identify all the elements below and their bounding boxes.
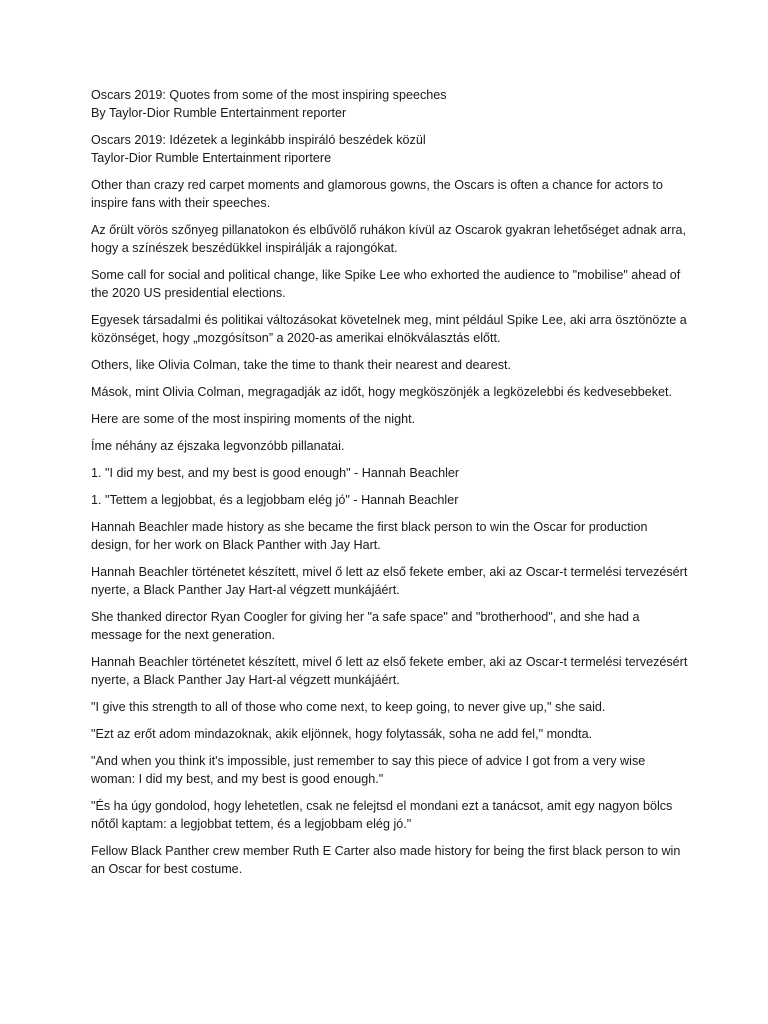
paragraph: She thanked director Ryan Coogler for giving her "a safe space" and "brotherhood", and she had a message for the next generation. — [91, 610, 640, 642]
paragraph: Others, like Olivia Colman, take the time to thank their nearest and dearest. — [91, 358, 511, 372]
paragraph: "I give this strength to all of those who come next, to keep going, to never give up," she said. — [91, 700, 606, 714]
english-header — [91, 86, 691, 122]
paragraph: Hannah Beachler made history as she became the first black person to win the Oscar for production design, for her work on Black Panther with Jay Hart. — [91, 520, 648, 552]
english-title: Oscars 2019: Quotes from some of the most inspiring speeches — [91, 88, 447, 102]
paragraph: Az őrült vörös szőnyeg pillanatokon és elbűvölő ruhákon kívül az Oscarok gyakran lehetőséget adnak arra, hogy a színészek beszédükkel inspirálják a rajongókat. — [91, 223, 687, 255]
hungarian-title: Oscars 2019: Idézetek a leginkább inspiráló beszédek közül — [91, 133, 426, 147]
paragraph: "Ezt az erőt adom mindazoknak, akik eljönnek, hogy folytassák, soha ne add fel," mondta. — [91, 727, 593, 741]
paragraph: Other than crazy red carpet moments and glamorous gowns, the Oscars is often a chance for actors to inspire fans with their speeches. — [91, 178, 663, 210]
paragraph: Egyesek társadalmi és politikai változásokat követelnek meg, mint például Spike Lee, aki arra ösztönözte a közönséget, hogy „mozgósítson” a 2020-as amerikai elnökválasztás előtt. — [91, 313, 687, 345]
paragraph: Hannah Beachler történetet készített, mivel ő lett az első fekete ember, aki az Oscar-t termelési tervezésért nyerte, a Black Panther Jay Hart-al végzett munkájáért. — [91, 655, 688, 687]
paragraph: Hannah Beachler történetet készített, mivel ő lett az első fekete ember, aki az Oscar-t termelési tervezésért nyerte, a Black Panther Jay Hart-al végzett munkájáért. — [91, 565, 688, 597]
document-page — [91, 86, 691, 887]
quote-heading: 1. "Tettem a legjobbat, és a legjobbam elég jó" - Hannah Beachler — [91, 493, 459, 507]
paragraph: Íme néhány az éjszaka legvonzóbb pillanatai. — [91, 439, 345, 453]
paragraph: Some call for social and political change, like Spike Lee who exhorted the audience to "mobilise" ahead of the 2020 US presidential elections. — [91, 268, 681, 300]
hungarian-byline: Taylor-Dior Rumble Entertainment riportere — [91, 151, 332, 165]
paragraph: Fellow Black Panther crew member Ruth E Carter also made history for being the first black person to win an Oscar for best costume. — [91, 844, 681, 876]
paragraph: "And when you think it's impossible, just remember to say this piece of advice I got from a very wise woman: I did my best, and my best is good enough." — [91, 754, 646, 786]
hungarian-header — [91, 131, 691, 167]
paragraph: Mások, mint Olivia Colman, megragadják az időt, hogy megköszönjék a legközelebbi és kedvesebbeket. — [91, 385, 673, 399]
paragraph: "És ha úgy gondolod, hogy lehetetlen, csak ne felejtsd el mondani ezt a tanácsot, amit egy nagyon bölcs nőtől kaptam: a legjobbat tettem, és a legjobbam elég jó." — [91, 799, 673, 831]
paragraph: Here are some of the most inspiring moments of the night. — [91, 412, 416, 426]
quote-heading: 1. "I did my best, and my best is good enough" - Hannah Beachler — [91, 466, 460, 480]
english-byline: By Taylor-Dior Rumble Entertainment reporter — [91, 106, 347, 120]
